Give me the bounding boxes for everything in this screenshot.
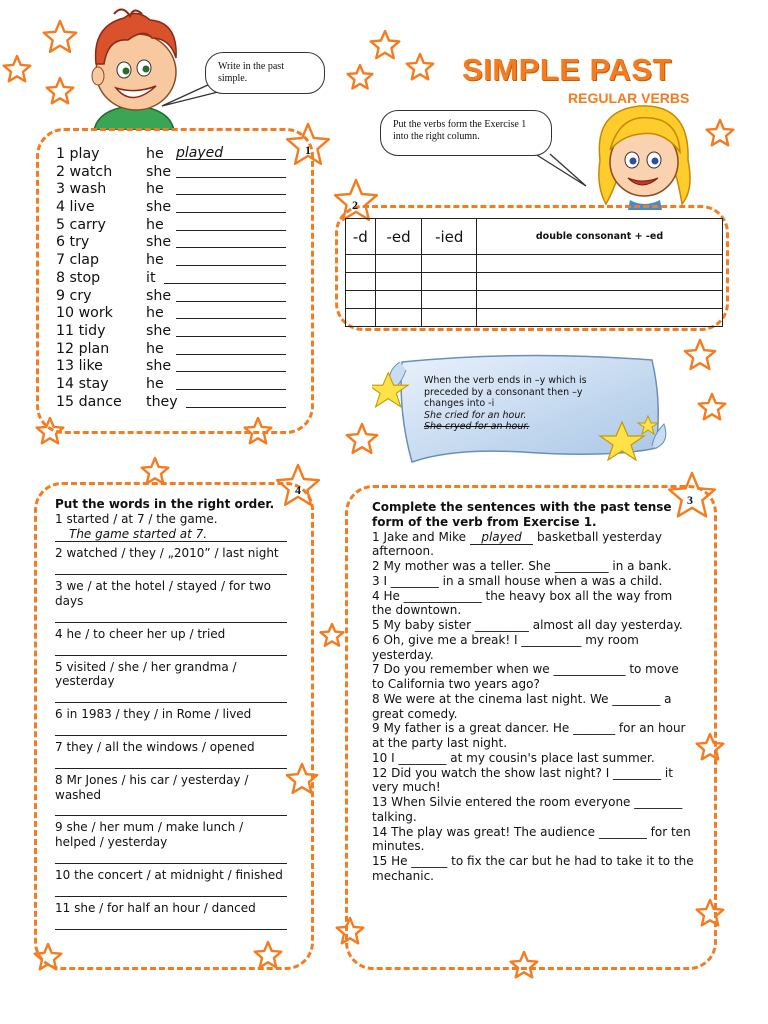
table-cell[interactable] [375,291,422,309]
instruction-bubble-1: Write in the past simple. [205,52,325,94]
table-cell[interactable] [477,309,723,327]
reorder-prompt: 6 in 1983 / they / in Rome / lived [55,707,252,722]
reorder-item [55,546,287,575]
exercise-number-3: 3 [687,493,693,507]
verb-row [56,341,296,359]
answer-line[interactable] [55,646,287,656]
verb-row [56,288,296,306]
table-header-ed: -ed [375,219,422,255]
verb-row [56,199,296,217]
table-cell[interactable] [422,273,477,291]
verb-row [56,217,296,235]
note-rule: When the verb ends in –y which is preceded by a consonant then –y changes into -i [424,375,587,410]
reorder-item [55,512,287,543]
note-example: She cried for an hour. [424,409,527,421]
pronoun: he [146,216,164,233]
answer-blank[interactable] [176,177,286,178]
answer-line[interactable] [55,565,287,575]
sentence-4[interactable]: 4 He _____________ the heavy box all the way from the downtown. [372,588,673,618]
star-icon [348,65,373,89]
answer-blank[interactable] [176,247,286,248]
verb-label: 10 work [56,305,113,322]
pronoun: she [146,358,172,375]
sentence-12[interactable]: 12 Did you watch the show last night? I ________ it very much! [372,765,673,795]
answer-blank[interactable] [176,371,286,372]
girl-illustration [590,100,698,210]
table-header-double-consonant: double consonant + -ed [477,219,723,255]
table-cell[interactable] [346,291,376,309]
verb-label: 9 cry [56,287,92,304]
pronoun: he [146,181,164,198]
star-icon [142,458,169,483]
table-cell[interactable] [375,255,422,273]
reorder-prompt: 11 she / for half an hour / danced [55,900,256,915]
answer-line[interactable] [55,920,287,930]
table-cell[interactable] [375,273,422,291]
verb-row [56,146,296,164]
verb-label: 12 plan [56,340,110,357]
pronoun: she [146,234,172,251]
reorder-item [55,740,287,769]
answer-blank[interactable] [176,336,286,337]
reorder-item [55,627,287,656]
answer-blank[interactable] [176,318,286,319]
star-icon [707,120,734,145]
verb-label: 8 stop [56,269,101,286]
reorder-prompt: 3 we / at the hotel / stayed / for two days [55,579,271,608]
table-cell[interactable] [346,309,376,327]
verb-label: 2 watch [56,163,113,180]
reorder-prompt: 1 started / at 7 / the game. [55,511,218,526]
sentence-10[interactable]: 10 I ________ at my cousin's place last summer. [372,750,655,765]
grammar-note-text [424,375,624,433]
answer-blank[interactable] [176,230,286,231]
reorder-prompt: 2 watched / they / „2010” / last night [55,546,279,561]
verb-row [56,358,296,376]
verb-label: 13 like [56,358,103,375]
answer-blank[interactable] [176,194,286,195]
sentence-7[interactable]: 7 Do you remember when we ____________ to move to California two years ago? [372,662,679,691]
pronoun: she [146,287,172,304]
verb-row [56,181,296,199]
sentence-8[interactable]: 8 We were at the cinema last night. We ________ a great comedy. [372,691,672,721]
verb-row [56,164,296,182]
reorder-prompt: 10 the concert / at midnight / finished [55,867,283,882]
pronoun: he [146,375,164,392]
reorder-prompt: 7 they / all the windows / opened [55,739,255,754]
sentence-2[interactable]: 2 My mother was a teller. She _________ in a bank. [372,559,672,573]
star-icon [47,78,74,103]
verb-row [56,323,296,341]
sentence-1: 1 Jake and Mike played basketball yesterday afternoon. [372,529,662,559]
star-icon [44,21,76,52]
answer-line[interactable] [55,693,287,703]
answer-line[interactable] [55,759,287,769]
verb-row [56,376,296,394]
pronoun: he [146,305,164,322]
star-icon [685,340,715,369]
pronoun: she [146,199,172,216]
exercise4-heading: Put the words in the right order. [55,497,275,511]
reorder-prompt: 4 he / to cheer her up / tried [55,626,226,641]
verb-label: 7 clap [56,252,99,269]
answer-line[interactable] [55,613,287,623]
table-header-ied: -ied [422,219,477,255]
reorder-item [55,579,287,623]
pronoun: he [146,146,164,162]
page-title: SIMPLE PAST [462,52,672,87]
reorder-item [55,707,287,736]
table-cell[interactable] [375,309,422,327]
verb-sorting-table [345,218,723,327]
verb-label: 1 play [56,146,100,162]
page-subtitle: REGULAR VERBS [568,90,690,106]
answer-blank[interactable] [176,354,286,355]
boy-illustration [74,8,194,130]
answer-blank[interactable] [176,265,286,266]
answer-line[interactable] [55,806,287,816]
verb-row [56,394,296,412]
bubble2-tail [530,150,590,190]
exercise3-content [372,500,694,884]
table-cell[interactable] [422,291,477,309]
answer-blank[interactable] [176,389,286,390]
verb-row [56,270,296,288]
verb-label: 6 try [56,234,90,251]
star-icon [4,56,31,81]
pronoun: she [146,322,172,339]
verb-label: 15 dance [56,393,122,410]
note-wrong-example: She cryed for an hour. [424,421,530,433]
pronoun: it [146,269,156,286]
exercise-number-2: 2 [352,198,358,212]
reorder-prompt: 5 visited / she / her grandma / yesterday [55,659,237,689]
reorder-prompt: 8 Mr Jones / his car / yesterday / washed [55,772,249,802]
pronoun: she [146,163,172,180]
exercise-number-1: 1 [305,143,311,157]
table-cell[interactable] [422,255,477,273]
answer-blank[interactable] [164,283,286,284]
table-cell[interactable] [477,291,723,309]
pronoun: he [146,340,164,357]
reorder-item [55,820,287,864]
verb-label: 14 stay [56,375,109,392]
sentence-5[interactable]: 5 My baby sister _________ almost all day yesterday. [372,618,683,632]
sentence-9[interactable]: 9 My father is a great dancer. He _______ for an hour at the party last night. [372,721,686,750]
sentence-13[interactable]: 13 When Silvie entered the room everyone ________ talking. [372,795,683,824]
sentence-6[interactable]: 6 Oh, give me a break! I __________ my room yesterday. [372,632,639,662]
table-cell[interactable] [477,255,723,273]
reorder-prompt: 9 she / her mum / make lunch / helped / yesterday [55,820,244,850]
reorder-item [55,901,287,930]
reorder-item [55,660,287,704]
example-answer: played [176,145,224,161]
table-cell[interactable] [422,309,477,327]
answer-line[interactable] [55,726,287,736]
table-cell[interactable] [477,273,723,291]
verb-row [56,305,296,323]
verb-row [56,234,296,252]
verb-row [56,252,296,270]
verb-label: 3 wash [56,181,107,198]
star-icon [407,54,434,79]
reorder-item [55,868,287,897]
instruction-bubble-2: Put the verbs form the Exercise 1 into the right column. [380,110,552,156]
exercise4-content [55,497,287,934]
pronoun: they [146,393,178,410]
exercise1-list [56,146,296,411]
verb-label: 5 carry [56,216,106,233]
answer-line[interactable] [55,887,287,897]
sentence-15[interactable]: 15 He ______ to fix the car but he had to take it to the mechanic. [372,854,694,883]
exercise3-heading: Complete the sentences with the past tense form of the verb from Exercise 1. [372,500,672,529]
sentence-3[interactable]: 3 I ________ in a small house when a was a child. [372,573,663,588]
verb-label: 4 live [56,199,95,216]
exercise-number-4: 4 [295,483,301,497]
star-icon [699,394,726,419]
sentence-1-answer[interactable]: played [470,530,533,545]
example-answer: The game started at 7. [55,527,287,543]
verb-label: 11 tidy [56,322,106,339]
sentence-14[interactable]: 14 The play was great! The audience ________ for ten minutes. [372,824,691,854]
answer-line[interactable] [55,854,287,864]
pronoun: he [146,252,164,269]
reorder-item [55,773,287,817]
star-icon [371,31,400,58]
answer-blank[interactable] [176,212,286,213]
table-cell[interactable] [346,255,376,273]
table-header-d: -d [346,219,376,255]
table-cell[interactable] [346,273,376,291]
star-icon [321,624,344,646]
answer-blank[interactable] [176,301,286,302]
answer-blank[interactable] [186,407,286,408]
